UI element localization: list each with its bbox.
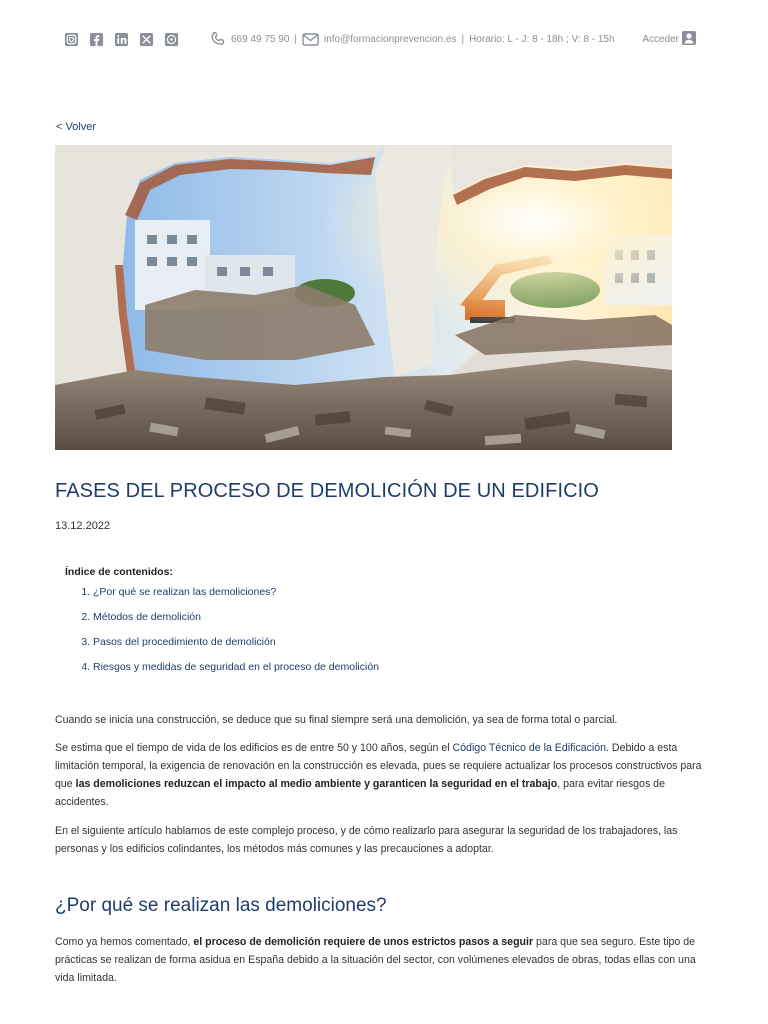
x-twitter-icon[interactable]: [139, 32, 154, 47]
toc-link[interactable]: Pasos del procedimiento de demolición: [93, 636, 276, 648]
paragraph-text: Se estima que el tiempo de vida de los edificios es de entre 50 y 100 años, según el: [55, 742, 453, 754]
separator: |: [294, 33, 297, 45]
lifespan-paragraph: [55, 739, 712, 811]
emphasis-text: las demoliciones reduzcan el impacto al medio ambiente y garanticen la seguridad en el trabajo: [75, 778, 558, 790]
paragraph-text: En el siguiente artículo hablamos de este complejo proceso, y de cómo realizarlo para asegurar la seguridad de los trabajadores, las personas y los edificios colindantes, los métodos más comunes y las precauciones a adoptar.: [55, 825, 678, 855]
paragraph-text: Cuando se inicia una construcción, se deduce que su final siempre será una demolición, ya sea de forma total o parcial.: [55, 714, 618, 726]
login-link[interactable]: [642, 31, 696, 48]
mail-icon: [302, 33, 319, 46]
user-icon[interactable]: [682, 31, 696, 48]
paragraph-text: , para evitar riesgos de accidentes.: [55, 778, 665, 808]
overview-paragraph: [55, 822, 712, 858]
instagram-icon[interactable]: [64, 32, 79, 47]
back-link[interactable]: < Volver: [56, 121, 97, 133]
toc-link[interactable]: ¿Por qué se realizan las demoliciones?: [93, 586, 277, 598]
paragraph-text: Como ya hemos comentado,: [55, 936, 194, 948]
toc-title: Índice de contenidos:: [65, 566, 173, 578]
toc-item: [93, 636, 379, 648]
section-heading: ¿Por qué se realizan las demoliciones?: [55, 895, 387, 916]
separator: |: [461, 33, 465, 45]
cte-link[interactable]: Código Técnico de la Edificación: [452, 742, 607, 754]
business-hours: Horario: L - J: 8 - 18h ; V: 8 - 15h: [469, 33, 615, 45]
paragraph-text: para que sea seguro. Este tipo de prácticas se realizan de forma asidua en España debido a la situación del sector, con volúmenes elevados de obras, todas ellas con una vida limitada.: [55, 936, 696, 984]
contact-info: [210, 31, 615, 47]
demolition-photo: [55, 145, 672, 450]
toc-link[interactable]: Métodos de demolición: [93, 611, 201, 623]
hero-image: [55, 145, 672, 450]
toc-item: [93, 661, 379, 673]
section-paragraph: [55, 933, 712, 987]
social-links: [64, 32, 179, 47]
paragraph-text: . Debido a esta limitación temporal, la exigencia de renovación en la construcción es elevada, pues se requiere actualizar los procesos constructivos para que: [55, 742, 702, 790]
phone-icon: [210, 31, 226, 47]
toc-link[interactable]: Riesgos y medidas de seguridad en el proceso de demolición: [93, 661, 380, 673]
email-link[interactable]: info@formacionprevencion.es: [324, 33, 457, 45]
linkedin-icon[interactable]: [114, 32, 129, 47]
login-label[interactable]: Acceder: [642, 34, 679, 45]
top-bar: [64, 30, 704, 50]
emphasis-text: el proceso de demolición requiere de unos estrictos pasos a seguir: [193, 936, 534, 948]
phone-number[interactable]: 669 49 75 90: [231, 33, 290, 45]
intro-paragraph: [55, 711, 712, 729]
toc-item: [93, 611, 379, 623]
facebook-icon[interactable]: [89, 32, 104, 47]
table-of-contents: [65, 566, 379, 686]
article-date: 13.12.2022: [55, 520, 111, 532]
toc-item: [93, 586, 379, 598]
article-title: FASES DEL PROCESO DE DEMOLICIÓN DE UN EDIFICIO: [55, 480, 599, 502]
whatsapp-icon[interactable]: [164, 32, 179, 47]
